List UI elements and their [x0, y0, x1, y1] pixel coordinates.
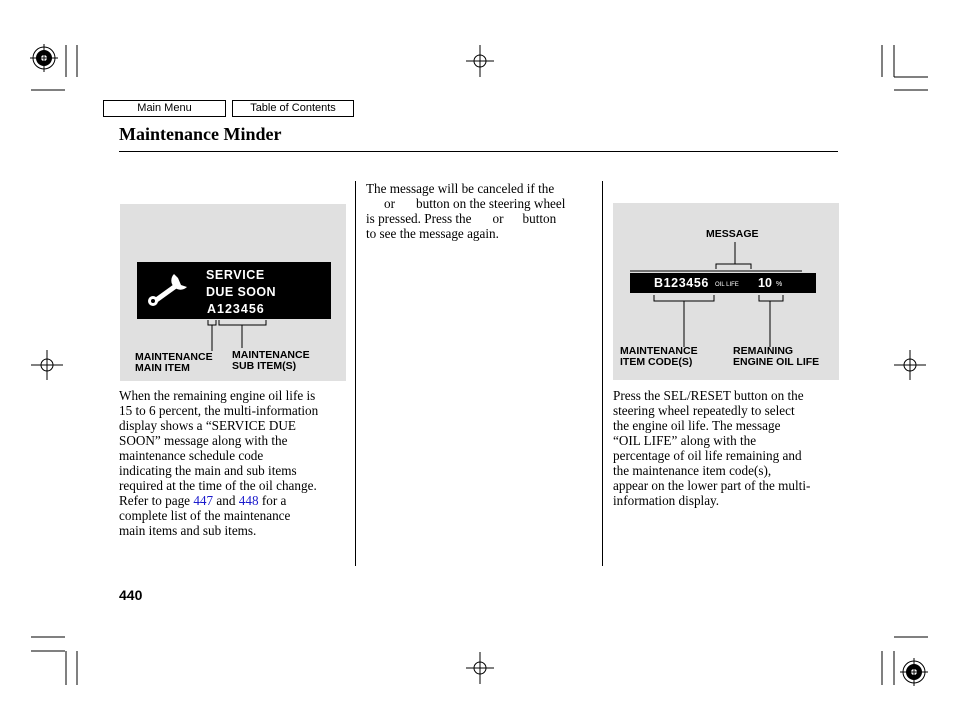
page-link-448[interactable]: 448 [238, 493, 259, 508]
label-message: MESSAGE [706, 228, 759, 240]
table-of-contents-button[interactable]: Table of Contents [232, 100, 354, 117]
right-text-line: information display. [613, 493, 720, 508]
middle-text-line [366, 211, 598, 226]
middle-text-line: The message will be canceled if the [366, 181, 555, 196]
left-text-line: main items and sub items. [119, 523, 257, 538]
display-maintenance-code: A123456 [207, 302, 265, 316]
oil-life-display [630, 273, 816, 293]
display-line-due-soon: DUE SOON [206, 285, 276, 299]
middle-text-line: to see the message again. [366, 226, 499, 241]
left-text-line: required at the time of the oil change. [119, 478, 317, 493]
display-percent-sign: % [776, 281, 783, 288]
service-due-soon-illustration [120, 204, 346, 381]
label-sub-items-line2: SUB ITEM(S) [232, 360, 297, 372]
left-text-line: 15 to 6 percent, the multi-information [119, 403, 319, 418]
middle-text-line [366, 196, 598, 211]
left-text-line: display shows a “SERVICE DUE [119, 418, 296, 433]
label-main-item [135, 352, 213, 374]
middle-text-or: or [492, 211, 504, 226]
display-oil-life-label: OIL LIFE [715, 282, 739, 288]
left-text-line: maintenance schedule code [119, 448, 264, 463]
middle-text-fragment: button [522, 211, 557, 226]
label-item-codes-line1: MAINTENANCE [620, 345, 698, 357]
left-text-line: SOON” message along with the [119, 433, 288, 448]
right-text-line: Press the SEL/RESET button on the [613, 388, 804, 403]
refer-prefix: Refer to page [119, 493, 194, 508]
column-divider-right [602, 181, 603, 566]
middle-text-fragment: button on the steering wheel [416, 196, 566, 211]
right-text-line: “OIL LIFE” along with the [613, 433, 757, 448]
left-text-line: complete list of the maintenance [119, 508, 291, 523]
label-main-item-line2: MAIN ITEM [135, 362, 190, 374]
label-remaining-oil-life-line1: REMAINING [733, 345, 794, 357]
refer-and: and [213, 493, 239, 508]
right-paragraph [613, 388, 845, 508]
left-paragraph [119, 388, 351, 538]
label-main-item-line1: MAINTENANCE [135, 351, 213, 363]
label-item-codes [620, 346, 698, 368]
label-sub-items [232, 350, 310, 372]
refer-suffix: for a [258, 493, 287, 508]
middle-text-fragment: is pressed. Press the [366, 211, 472, 226]
display-item-code: B123456 [654, 276, 709, 290]
title-rule [119, 151, 838, 152]
right-text-line: percentage of oil life remaining and [613, 448, 802, 463]
main-menu-button[interactable]: Main Menu [103, 100, 226, 117]
page-link-447[interactable]: 447 [193, 493, 214, 508]
right-text-line: the engine oil life. The message [613, 418, 781, 433]
right-text-line: the maintenance item code(s), [613, 463, 772, 478]
display-oil-percent: 10 [758, 276, 772, 290]
label-remaining-oil-life-line2: ENGINE OIL LIFE [733, 356, 820, 368]
display-line-service: SERVICE [206, 268, 265, 282]
label-item-codes-line2: ITEM CODE(S) [620, 356, 693, 368]
left-text-refer-line [119, 493, 351, 508]
middle-paragraph [366, 181, 598, 241]
right-text-line: appear on the lower part of the multi- [613, 478, 811, 493]
label-sub-items-line1: MAINTENANCE [232, 349, 310, 361]
column-divider-left [355, 181, 356, 566]
left-text-line: indicating the main and sub items [119, 463, 297, 478]
page-title: Maintenance Minder [119, 124, 282, 144]
right-text-line: steering wheel repeatedly to select [613, 403, 795, 418]
oil-life-illustration [613, 203, 839, 380]
middle-text-or: or [384, 196, 395, 211]
label-remaining-oil-life [733, 346, 819, 368]
page-number: 440 [119, 587, 143, 603]
left-text-line: When the remaining engine oil life is [119, 388, 316, 403]
